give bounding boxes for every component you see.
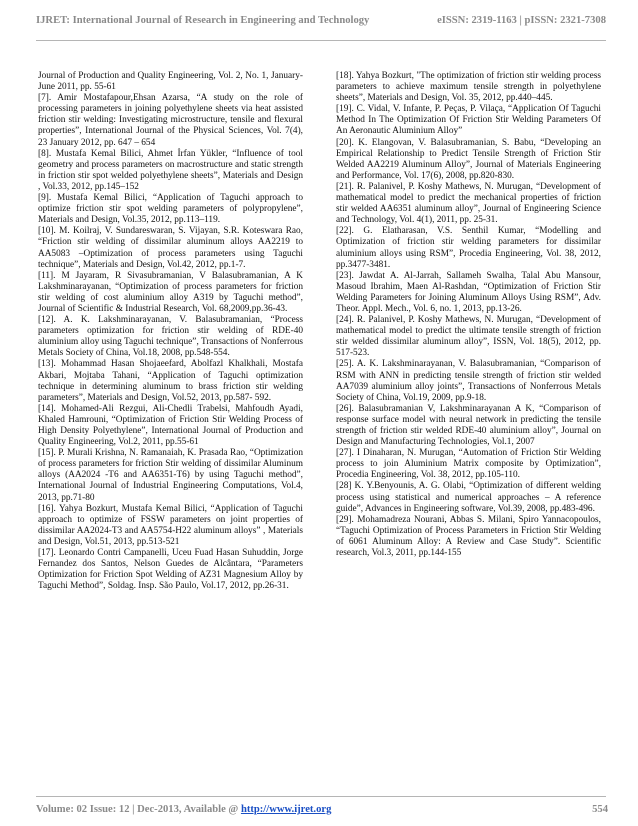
reference-item: [28] K. Y.Benyounis, A. G. Olabi, “Optimization of different welding process using statistical and numerical approaches – A reference guide”, Advances in Engineering software, Vol.39, 2008, pp.483-496. (336, 481, 601, 514)
page-number: 554 (592, 804, 608, 815)
reference-item: [21]. R. Palanivel, P. Koshy Mathews, N. Murugan, “Development of mathematical model to predict the mechanical properties of friction stir welded AA6351 aluminum alloy”, Journal of Engineering Science and Technology, Vol. 4(1), 2011, pp. 25-31. (336, 181, 601, 226)
reference-item: [10]. M. Koilraj, V. Sundareswaran, S. Vijayan, S.R. Koteswara Rao, “Friction stir welding of dissimilar aluminum alloys AA2219 to AA5083 –Optimization of process parameters using Taguchi technique”, Materials and Design, Vol.42, 2012, pp.1-7. (38, 226, 303, 270)
reference-item: [8]. Mustafa Kemal Bilici, Ahmet İrfan Yükler, “Influence of tool geometry and process parameters on macrostructure and static strength in friction stir spot welded polyethylene sheets”, Materials and Design , Vol.33, 2012, pp.145–152 (38, 148, 303, 192)
references-left-column (38, 71, 303, 592)
issn-info: eISSN: 2319-1163 | pISSN: 2321-7308 (437, 15, 606, 26)
reference-item: [20]. K. Elangovan, V. Balasubramanian, S. Babu, “Developing an Empirical Relationship to Predict Tensile Strength of Friction Stir Welded AA2219 Aluminum Alloy”, Journal of Materials Engineering and Performance, Vol. 17(6), 2008, pp.820-830. (336, 137, 601, 181)
reference-item: [18]. Yahya Bozkurt, "The optimization of friction stir welding process parameters to achieve maximum tensile strength in polyethylene sheets”, Materials and Design, Vol. 35, 2012, pp.440–445. (336, 71, 601, 104)
journal-url-link[interactable]: http://www.ijret.org (240, 804, 332, 815)
reference-item: [19]. C. Vidal, V. Infante, P. Peças, P. Vilaça, “Application Of Taguchi Method In The Optimization Of Friction Stir Welding Parameters Of An Aeronautic Aluminium Alloy” (336, 104, 601, 137)
volume-issue-info: Volume: 02 Issue: 12 | Dec-2013, Available @ (36, 804, 239, 815)
journal-title: IJRET: International Journal of Research in Engineering and Technology (36, 15, 370, 26)
reference-item: [14]. Mohamed-Ali Rezgui, Ali-Chedli Trabelsi, Mahfoudh Ayadi, Khaled Hamrouni, “Optimization of Friction Stir Welding Process of High Density Polyethylene”, International Journal of Production and Quality Engineering, Vol.2, 2011, pp.55-61 (38, 403, 303, 448)
reference-item: [9]. Mustafa Kemal Bilici, “Application of Taguchi approach to optimize friction stir spot welding parameters of polypropylene”, Materials and Design, Vol.35, 2012, pp.113–119. (38, 193, 303, 226)
references-right-column (336, 71, 601, 559)
reference-item: [16]. Yahya Bozkurt, Mustafa Kemal Bilici, “Application of Taguchi approach to optimize of FSSW parameters on joint properties of dissimilar AA2024-T3 and AA5754-H22 aluminum alloys” , Materials and Design, Vol.51, 2013, pp.513-521 (38, 503, 303, 547)
reference-item: [26]. Balasubramanian V, Lakshminarayanan A K, “Comparison of response surface model with neural network in predicting the tensile strength of friction stir welded RDE-40 aluminium alloy”, Journal on Design and Manufacturing Technologies, Vol.1, 2007 (336, 403, 601, 448)
reference-item: [7]. Amir Mostafapour,Ehsan Azarsa, “A study on the role of processing parameters in joining polyethylene sheets via heat assisted friction stir welding: Investigating microstructure, tensile and flexural properties”, International Journal of the Physical Sciences, Vol. 7(4), 23 January 2012, pp. 647 – 654 (38, 93, 303, 148)
reference-item: [27]. I Dinaharan, N. Murugan, “Automation of Friction Stir Welding process to join Aluminium Matrix composite by Optimization”, Procedia Engineering, Vol. 38, 2012, pp.105-110. (336, 448, 601, 481)
reference-item: [23]. Jawdat A. Al-Jarrah, Sallameh Swalha, Talal Abu Mansour, Masoud Ibrahim, Maen Al-Rashdan, “Optimization of Friction Stir Welding Parameters for Joining Aluminum Alloys Using RSM”, Adv. Theor. Appl. Mech., Vol. 6, no. 1, 2013, pp.13-26. (336, 270, 601, 314)
footer-left (36, 804, 331, 815)
reference-item: [12]. A. K. Lakshminarayanan, V. Balasubramanian, “Process parameters optimization for friction stir welding of RDE-40 aluminium alloy using Taguchi technique”, Transactions of Nonferrous Metals Society of China, Vol.18, 2008, pp.548-554. (38, 315, 303, 359)
reference-item: [22]. G. Elatharasan, V.S. Senthil Kumar, “Modelling and Optimization of friction stir welding parameters for dissimilar aluminium alloys using RSM”, Procedia Engineering, Vol. 38, 2012, pp.3477-3481. (336, 226, 601, 270)
reference-item: [25]. A. K. Lakshminarayanan, V. Balasubramanian, “Comparison of RSM with ANN in predicting tensile strength of friction stir welded AA7039 aluminium alloy joints”, Transactions of Nonferrous Metals Society of China, Vol.19, 2009, pp.9-18. (336, 359, 601, 403)
reference-item: [17]. Leonardo Contri Campanelli, Uceu Fuad Hasan Suhuddin, Jorge Fernandez dos Santos, Nelson Guedes de Alcântara, “Parameters Optimization for Friction Spot Welding of AZ31 Magnesium Alloy by Taguchi Method”, Soldag. Insp. São Paulo, Vol.17, 2012, pp.26-31. (38, 548, 303, 592)
reference-item: [24]. R. Palanivel, P. Koshy Mathews, N. Murugan, “Development of mathematical model to predict the ultimate tensile strength of friction stir welded dissimilar aluminum alloy”, ISSN, Vol. 18(5), 2012, pp. 517-523. (336, 315, 601, 359)
footer-rule (36, 796, 606, 797)
reference-item: Journal of Production and Quality Engineering, Vol. 2, No. 1, January- June 2011, pp. 55-61 (38, 71, 303, 93)
reference-item: [15]. P. Murali Krishna, N. Ramanaiah, K. Prasada Rao, “Optimization of process parameters for friction Stir welding of dissimilar Aluminum alloys (AA2024 -T6 and AA6351-T6) by using Taguchi method”, International Journal of Industrial Engineering Computations, Vol.4, 2013, pp.71-80 (38, 448, 303, 503)
reference-item: [29]. Mohamadreza Nourani, Abbas S. Milani, Spiro Yannacopoulos, “Taguchi Optimization of Process Parameters in Friction Stir Welding of 6061 Aluminum Alloy: A Review and Case Study”. Scientific research, Vol.3, 2011, pp.144-155 (336, 514, 601, 559)
reference-item: [13]. Mohammad Hasan Shojaeefard, Abolfazl Khalkhali, Mostafa Akbari, Mojtaba Tahani, “Application of Taguchi optimization technique in determining aluminum to brass friction stir welding parameters”, Materials and Design, Vol.52, 2013, pp.587- 592. (38, 359, 303, 403)
reference-item: [11]. M Jayaram, R Sivasubramanian, V Balasubramanian, A K Lakshminarayanan, “Optimization of process parameters for friction stir welding of cost aluminium alloy A319 by Taguchi method”, Journal of Scientific & Industrial Research, Vol. 68,2009,pp.36-43. (38, 270, 303, 314)
header-rule (36, 40, 606, 41)
